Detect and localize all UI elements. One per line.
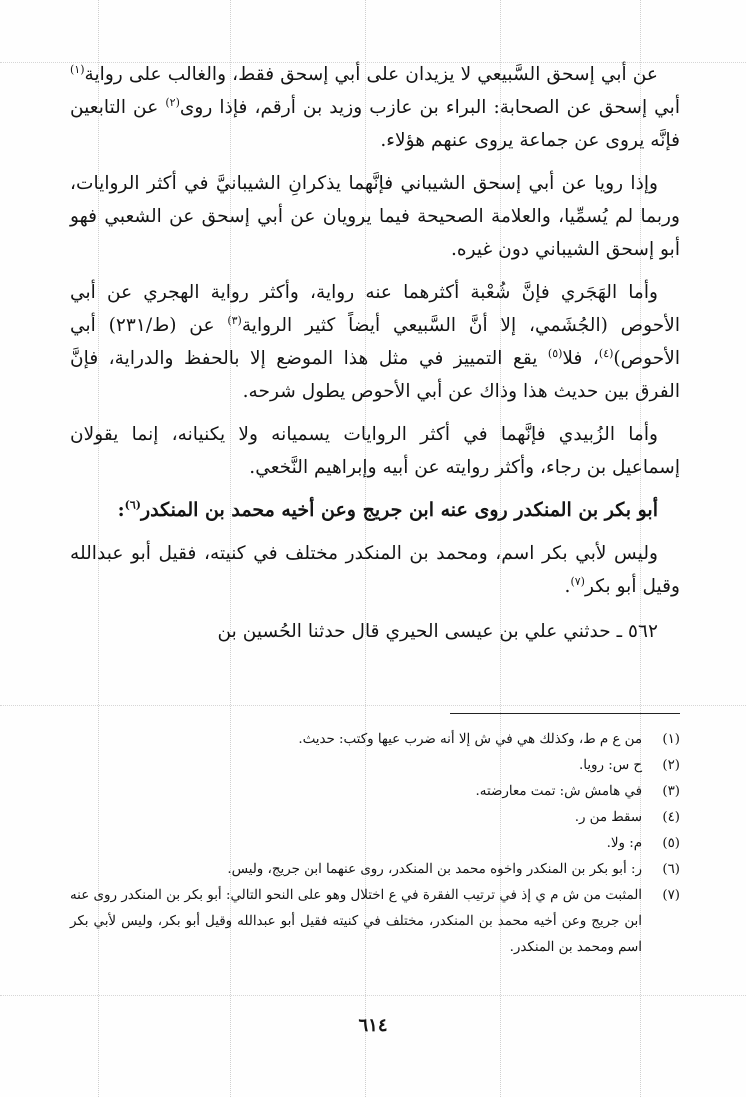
footnote-item <box>70 805 680 831</box>
footnote-text: سقط من ر. <box>574 810 642 825</box>
footnote-number: (٢) <box>662 758 680 773</box>
paragraph-text: عن أبي إسحق السَّبيعي لا يزيدان على أبي إسحق فقط، والغالب على رواية <box>84 64 658 85</box>
paragraph-text: أبي إسحق عن الصحابة: البراء بن عازب وزيد بن أرقم، فإذا روى <box>179 97 681 118</box>
footnote-ref[interactable]: (٣) <box>227 313 242 327</box>
footnote-ref[interactable]: (٦) <box>124 498 141 512</box>
footnote-divider <box>450 713 680 714</box>
footnote-item <box>70 883 680 961</box>
scan-grid-line <box>0 995 746 996</box>
footnote-text: م: ولا. <box>606 836 642 851</box>
footnote-item <box>70 779 680 805</box>
footnote-ref[interactable]: (٢) <box>165 95 180 109</box>
paragraph-text: يقع التمييز في مثل هذا الموضع إلا بالحفظ والدراية، فإنَّ الفرق بين حديث هذا وذاك عن أبي الأحوص يطول شرحه. <box>70 348 680 402</box>
footnote-item <box>70 727 680 753</box>
footnote-item <box>70 831 680 857</box>
heading-text: أبو بكر بن المنكدر روى عنه ابن جريج وعن أخيه محمد بن المنكدر <box>141 499 658 521</box>
paragraph-4: وأما الزُبيدي فإنَّهما في أكثر الروايات يسميانه ولا يكنيانه، إنما يقولان إسماعيل بن رجاء، وأكثر روايته عن أبيه وإبراهيم النَّخعي. <box>70 424 680 478</box>
paragraph-text: وليس لأبي بكر اسم، ومحمد بن المنكدر مختلف في كنيته، فقيل أبو عبدالله وقيل أبو بكر <box>70 543 680 597</box>
paragraph-3 <box>70 276 680 408</box>
paragraph-text: وأما الهَجَري فإنَّ شُعْبة أكثرهما عنه رواية، وأكثر رواية الهجري عن أبي الأحوص (الجُشَمي، إلا أنَّ السَّبيعي أيضاً كثير الرواية <box>70 282 680 336</box>
footnote-number: (٦) <box>662 862 680 877</box>
footnote-text: من ع م ط، وكذلك هي في ش إلا أنه ضرب عيها وكتب: حديث. <box>298 732 642 747</box>
paragraph-text: ، فلا <box>562 348 599 369</box>
footnote-number: (٤) <box>662 810 680 825</box>
footnote-ref[interactable]: (٧) <box>570 574 585 588</box>
footnotes <box>70 727 680 961</box>
heading-punct: : <box>117 499 125 521</box>
page-number: ٦١٤ <box>358 1015 388 1036</box>
paragraph-text: . <box>564 576 571 597</box>
main-text <box>70 58 680 658</box>
paragraph-2: وإذا رويا عن أبي إسحق الشيباني فإنَّهما يذكرانِ الشيبانيَّ في أكثر الروايات، وربما لم يُسمِّيا، والعلامة الصحيحة فيما يرويان عن أبي إسحق عن الشعبي فهو أبو إسحق الشيباني دون غيره. <box>70 173 680 260</box>
footnote-ref[interactable]: (١) <box>70 62 85 76</box>
footnote-number: (٣) <box>662 784 680 799</box>
section-heading <box>70 494 680 527</box>
footnote-number: (١) <box>662 732 680 747</box>
footnote-item <box>70 753 680 779</box>
footnote-ref[interactable]: (٥) <box>547 346 563 360</box>
footnote-text: ح س: رويا. <box>578 758 642 773</box>
footnote-ref[interactable]: (٤) <box>598 346 614 360</box>
paragraph-text: عن التابعين فإنَّه يروى عن جماعة يروى عنهم هؤلاء. <box>70 97 680 151</box>
paragraph-text: عن (ط/٢٣١) أبي الأحوص) <box>70 315 681 369</box>
hadith-entry: ٥٦٢ ـ حدثني علي بن عيسى الحيري قال حدثنا الحُسين بن <box>217 621 658 642</box>
paragraph-5 <box>70 537 680 603</box>
footnote-text: ر: أبو بكر بن المنكدر واخوه محمد بن المنكدر، روى عنهما ابن جريج، وليس. <box>227 862 642 877</box>
footnote-number: (٧) <box>662 888 680 903</box>
footnote-text: في هامش ش: تمت معارضته. <box>475 784 642 799</box>
footnote-item <box>70 857 680 883</box>
footnote-text: المثبت من ش م ي إذ في ترتيب الفقرة في ع اختلال وهو على النحو التالي: أبو بكر بن المنكدر روى عنه ابن جريج وعن أخيه محمد بن المنكدر، مختلف في كنيته فقيل أبو عبدالله وقيل أبو بكر، وليس لأبي بكر اسم ومحمد بن المنكدر. <box>70 888 642 955</box>
paragraph-1 <box>70 58 680 157</box>
footnote-number: (٥) <box>662 836 680 851</box>
scan-grid-line <box>0 705 746 706</box>
